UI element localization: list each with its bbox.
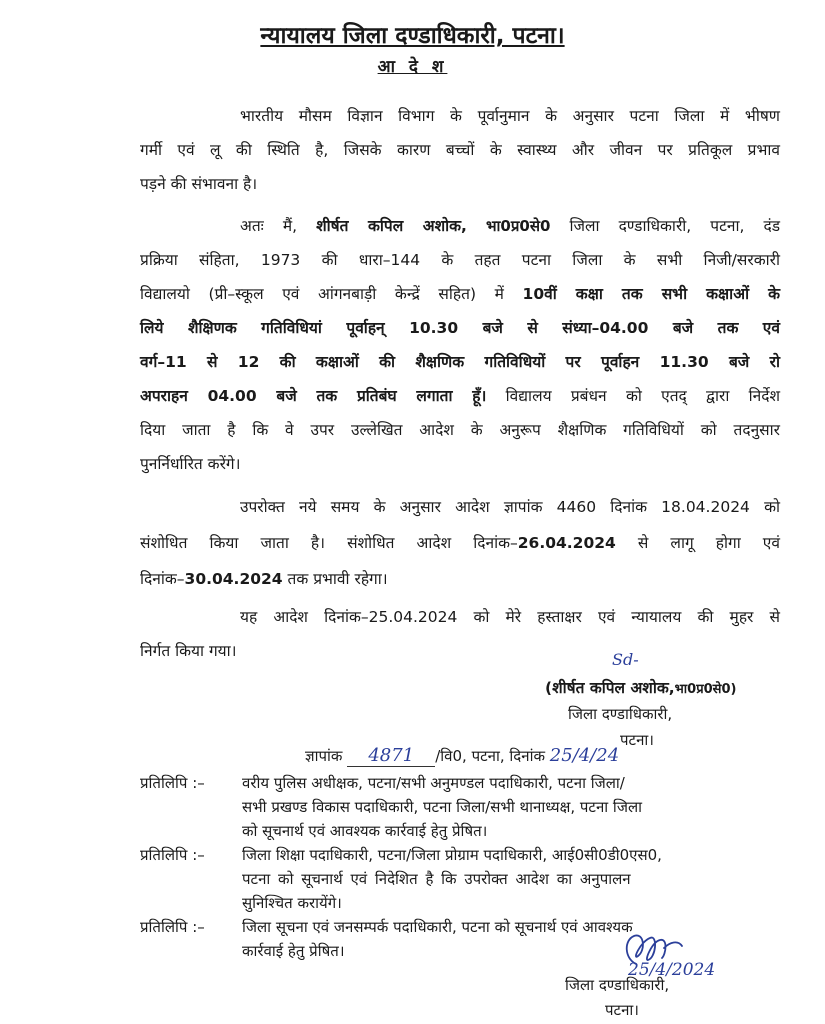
signatory-designation: जिला दण्डाधिकारी,: [568, 705, 673, 723]
para1-line1: भारतीय मौसम विज्ञान विभाग के पूर्वानुमान के अनुसार पटना जिला में भीषण: [240, 107, 780, 125]
copy2-line2: पटना को सूचनार्थ एवं निदेशित है कि उपरोक्त आदेश का अनुपालन: [242, 870, 631, 888]
para2-line4: लिये शैक्षिणक गतिविधियां पूर्वाहन् 10.30 बजे से संध्या–04.00 बजे तक एवं: [140, 319, 780, 337]
copy1-label: प्रतिलिपि :–: [140, 774, 205, 792]
para3-line2: [140, 526, 780, 560]
memo-line: [305, 745, 619, 767]
handwritten-sd-mark: Sd-: [612, 650, 639, 669]
para2-l6-normal: विद्यालय प्रबंधन को एतद् द्वारा निर्देश: [505, 387, 781, 405]
memo-middle: /वि0, पटना, दिनांक: [435, 747, 545, 765]
para3-l3-normal: दिनांक–: [140, 570, 185, 588]
para3-l2-rest: से लागू होगा एवं: [637, 534, 780, 552]
para2-line2: प्रक्रिया संहिता, 1973 की धारा–144 के तहत पटना जिला के सभी निजी/सरकारी: [140, 251, 780, 269]
para3-l2-normal: संशोधित किया जाता है। संशोधित आदेश दिनांक–: [140, 534, 518, 552]
copy1-line2: सभी प्रखण्ड विकास पदाधिकारी, पटना जिला/सभी थानाध्यक्ष, पटना जिला: [242, 798, 643, 816]
para2-line6: [140, 379, 780, 413]
copy1-line3: को सूचनार्थ एवं आवश्यक कार्रवाई हेतु प्रेषित।: [242, 822, 488, 840]
para2-line8: पुनर्निर्धारित करेंगे।: [140, 455, 241, 473]
signatory-place: पटना।: [620, 731, 654, 749]
signatory-name-text: (शीर्षत कपिल अशोक,: [545, 679, 675, 697]
handwritten-date: 25/4/2024: [628, 960, 716, 980]
para4-line2: निर्गत किया गया।: [140, 642, 237, 660]
para2-l3-bold: 10वीं कक्षा तक सभी कक्षाओं के: [522, 285, 780, 303]
para2-line7: दिया जाता है कि वे उपर उल्लेखित आदेश के अनुरूप शैक्षणिक गतिविधियों को तदनुसार: [140, 421, 780, 439]
copy1-line1: वरीय पुलिस अधीक्षक, पटना/सभी अनुमण्डल पदाधिकारी, पटना जिला/: [242, 774, 625, 792]
para3-line1: उपरोक्त नये समय के अनुसार आदेश ज्ञापांक 4460 दिनांक 18.04.2024 को: [240, 498, 780, 516]
para2-l1-rest: जिला दण्डाधिकारी, पटना, दंड: [569, 217, 781, 235]
memo-prefix: ज्ञापांक: [305, 747, 343, 765]
para2-line1: [240, 209, 780, 243]
memo-date: 25/4/24: [549, 745, 620, 766]
copy2-line1: जिला शिक्षा पदाधिकारी, पटना/जिला प्रोग्राम पदाधिकारी, आई0सी0डी0एस0,: [242, 846, 662, 864]
office-title: न्यायालय जिला दण्डाधिकारी, पटना।: [260, 23, 565, 49]
memo-number: 4871: [347, 745, 435, 767]
copy3-line1: जिला सूचना एवं जनसम्पर्क पदाधिकारी, पटना को सूचनार्थ एवं आवश्यक: [242, 918, 633, 936]
signatory-service: भा0प्र0से0): [674, 682, 737, 697]
para3-l3-rest: तक प्रभावी रहेगा।: [287, 570, 388, 588]
copy3-line2: कार्रवाई हेतु प्रेषित।: [242, 942, 345, 960]
para2-line5: वर्ग–11 से 12 की कक्षाओं की शैक्षणिक गतिविधियों पर पूर्वाहन 11.30 बजे रो: [140, 353, 780, 371]
para4-line1: यह आदेश दिनांक–25.04.2024 को मेरे हस्ताक्षर एवं न्यायालय की मुहर से: [240, 608, 780, 626]
footer-place: पटना।: [605, 1001, 639, 1019]
copy2-label: प्रतिलिपि :–: [140, 846, 205, 864]
officer-name: शीर्षत कपिल अशोक,: [316, 217, 467, 235]
para1-line3: पड़ने की संभावना है।: [140, 175, 258, 193]
footer-designation: जिला दण्डाधिकारी,: [565, 976, 670, 994]
copy3-label: प्रतिलिपि :–: [140, 918, 205, 936]
effective-date: 26.04.2024: [517, 534, 616, 552]
para2-l6-bold: अपराहन 04.00 बजे तक प्रतिबंघ लगाता हूँ।: [140, 387, 487, 405]
para2-prefix: अतः मैं,: [240, 217, 298, 235]
valid-until-date: 30.04.2024: [184, 570, 283, 588]
para2-line3: [140, 277, 780, 311]
signatory-name: [545, 676, 736, 698]
copy2-line3: सुनिश्चित करायेंगे।: [242, 894, 342, 912]
para2-l3-normal: विद्यालयो (प्री–स्कूल एवं आंगनबाड़ी केन्द्रें सहित) में: [140, 285, 504, 303]
para1-line2: गर्मी एवं लू की स्थिति है, जिसके कारण बच्चों के स्वास्थ्य और जीवन पर प्रतिकूल प्रभाव: [140, 141, 780, 159]
officer-service: भा0प्र0से0: [486, 217, 551, 235]
para3-line3: [140, 562, 388, 596]
order-heading: आ दे श: [377, 57, 448, 77]
